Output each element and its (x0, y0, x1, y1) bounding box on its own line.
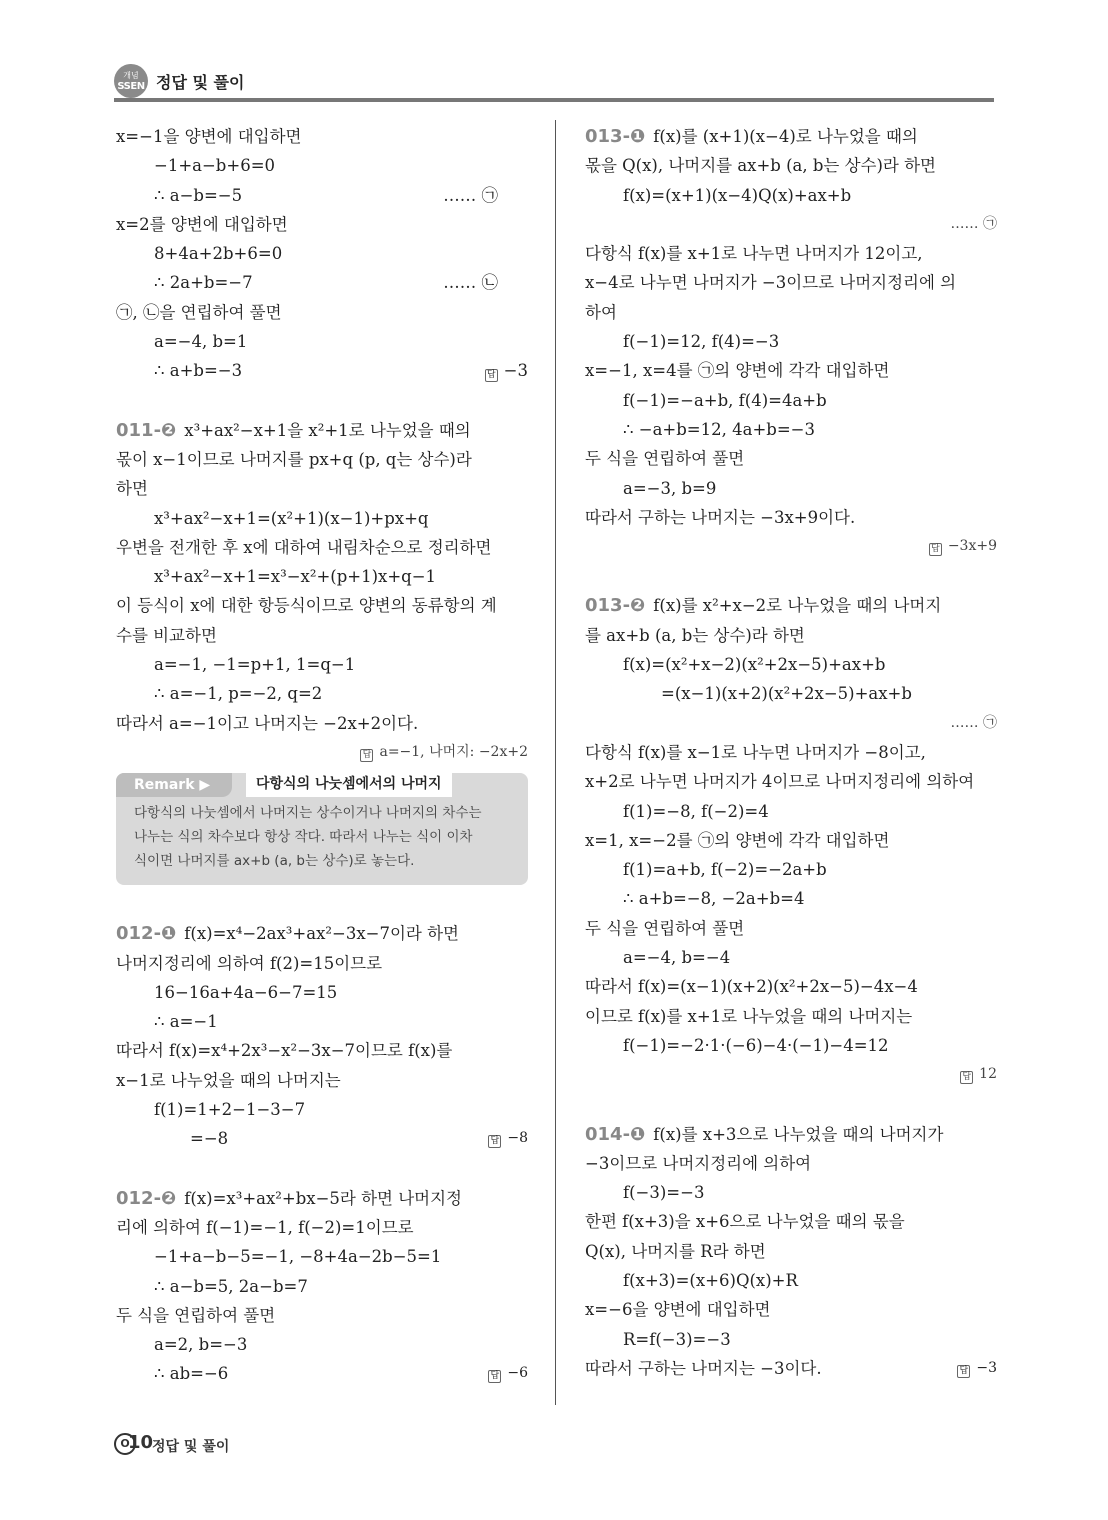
solution-line: 따라서 a=−1이고 나머지는 −2x+2이다. (116, 713, 419, 733)
solution-line: 다항식 f(x)를 x−1로 나누면 나머지가 −8이고, (585, 742, 926, 762)
solution-line: ∴ 2a+b=−7 …… ㉡ (116, 268, 528, 297)
problem-number: 011-❷ (116, 419, 177, 441)
problem-number: 012-❷ (116, 1187, 177, 1209)
solution-line: a=−4, b=−4 (623, 948, 731, 968)
solution-line: x+2로 나누면 나머지가 4이므로 나머지정리에 의하여 (585, 772, 975, 792)
problem-number: 013-❶ (585, 126, 646, 147)
problem-013-1: 013-❶ f(x)를 (x+1)(x−4)로 나누었을 때의 (585, 126, 918, 147)
solution-line: f(1)=a+b, f(−2)=−2a+b (623, 860, 827, 880)
solution-line: f(x+3)=(x+6)Q(x)+R (623, 1270, 798, 1290)
footer-title: 정답 및 풀이 (152, 1439, 230, 1455)
solution-line: 나머지정리에 의하여 f(2)=15이므로 (116, 953, 383, 973)
solution-line: a=−1, −1=p+1, 1=q−1 (154, 655, 356, 675)
answer-label: 답 12 (585, 1060, 997, 1089)
solution-line: 우변을 전개한 후 x에 대하여 내림차순으로 정리하면 (116, 537, 492, 557)
solution-line: 몫이 x−1이므로 나머지를 px+q (p, q는 상수)라 (116, 449, 472, 469)
solution-line: 따라서 구하는 나머지는 −3이다. 답 −3 (585, 1354, 997, 1383)
answer-icon: 답 (957, 1365, 970, 1378)
solution-line: Q(x), 나머지를 R라 하면 (585, 1241, 766, 1261)
right-column (585, 122, 997, 1383)
answer-icon: 답 (960, 1071, 973, 1084)
solution-line: R=f(−3)=−3 (623, 1329, 731, 1349)
equation-marker: …… ㉠ (443, 185, 498, 205)
solution-line: f(−1)=12, f(4)=−3 (623, 332, 780, 352)
solution-line: ∴ a=−1, p=−2, q=2 (154, 684, 323, 704)
answer-icon: 답 (485, 369, 498, 382)
remark-title: 다항식의 나눗셈에서의 나머지 (246, 771, 452, 797)
solution-line: x=1, x=−2를 ㉠의 양변에 각각 대입하면 (585, 830, 890, 850)
solution-line: 하여 (585, 302, 617, 322)
solution-line: 두 식을 연립하여 풀면 (585, 918, 745, 938)
solution-line: x³+ax²−x+1=x³−x²+(p+1)x+q−1 (154, 567, 437, 587)
remark-line: 식이면 나머지를 ax+b (a, b는 상수)로 놓는다. (134, 853, 415, 870)
problem-number: 013-❷ (585, 595, 646, 617)
solution-line: 다항식 f(x)를 x+1로 나누면 나머지가 12이고, (585, 244, 923, 264)
solution-line: f(1)=−8, f(−2)=4 (623, 801, 769, 821)
answer-icon: 답 (488, 1370, 501, 1383)
answer-icon: 답 (929, 543, 942, 556)
problem-012-2: 012-❷ f(x)=x³+ax²+bx−5라 하면 나머지정 (116, 1187, 462, 1209)
answer-label: 답 −8 (488, 1124, 528, 1153)
solution-line: 하면 (116, 479, 148, 499)
solution-line: ∴ a=−1 (154, 1012, 218, 1032)
solution-line: 두 식을 연립하여 풀면 (116, 1305, 276, 1325)
solution-line: 이 등식이 x에 대한 항등식이므로 양변의 동류항의 계 (116, 596, 497, 616)
solution-line: ∴ a+b=−8, −2a+b=4 (623, 889, 805, 909)
brand-logo: 개념 SSEN (114, 64, 148, 98)
solution-line: 따라서 f(x)=(x−1)(x+2)(x²+2x−5)−4x−4 (585, 977, 918, 997)
answer-label: 답 −6 (488, 1359, 528, 1388)
solution-line: ∴ −a+b=12, 4a+b=−3 (623, 419, 815, 439)
problem-number: 014-❶ (585, 1123, 646, 1145)
solution-line: 몫을 Q(x), 나머지를 ax+b (a, b는 상수)라 하면 (585, 156, 936, 176)
left-column (116, 122, 528, 1389)
page-number: 10 (128, 1432, 154, 1453)
solution-line: x=−1을 양변에 대입하면 (116, 127, 302, 146)
solution-line: 한편 f(x+3)을 x+6으로 나누었을 때의 몫을 (585, 1212, 905, 1232)
answer-icon: 답 (488, 1135, 501, 1148)
solution-line: −1+a−b+6=0 (154, 156, 276, 176)
header-rule (114, 98, 994, 102)
page-header-title: 정답 및 풀이 (156, 73, 245, 92)
solution-line: 16−16a+4a−6−7=15 (154, 982, 338, 1002)
solution-line: x=−6을 양변에 대입하면 (585, 1300, 771, 1320)
solution-line: f(−3)=−3 (623, 1183, 705, 1203)
solution-line: −3이므로 나머지정리에 의하여 (585, 1153, 812, 1173)
remark-label: Remark ▶ (116, 773, 232, 797)
solution-line: ∴ a−b=5, 2a−b=7 (154, 1276, 308, 1296)
solution-line: x−1로 나누었을 때의 나머지는 (116, 1070, 341, 1090)
solution-line: =(x−1)(x+2)(x²+2x−5)+ax+b (661, 684, 912, 704)
solution-line: 따라서 구하는 나머지는 −3x+9이다. (585, 507, 856, 527)
solution-line: x³+ax²−x+1=(x²+1)(x−1)+px+q (154, 508, 429, 528)
solution-line: a=2, b=−3 (154, 1335, 248, 1355)
solution-line: x=−1, x=4를 ㉠의 양변에 각각 대입하면 (585, 361, 890, 381)
remark-line: 다항식의 나눗셈에서 나머지는 상수이거나 나머지의 차수는 (134, 805, 482, 822)
solution-line: 따라서 f(x)=x⁴+2x³−x²−3x−7이므로 f(x)를 (116, 1041, 453, 1061)
equation-marker: …… ㉡ (443, 273, 498, 293)
solution-line: a=−4, b=1 (154, 332, 248, 352)
solution-line: ∴ ab=−6 답 −6 (116, 1359, 528, 1388)
equation-marker: …… ㉠ (950, 714, 997, 731)
solution-line: 수를 비교하면 (116, 625, 217, 645)
equation-marker: …… ㉠ (950, 215, 997, 232)
solution-line: x=2를 양변에 대입하면 (116, 214, 288, 234)
solution-line: ㉠, ㉡을 연립하여 풀면 (116, 302, 282, 322)
solution-line: 이므로 f(x)를 x+1로 나누었을 때의 나머지는 (585, 1006, 913, 1026)
answer-label: 답 a=−1, 나머지: −2x+2 (116, 738, 528, 767)
remark-box (116, 773, 528, 885)
footer-badge: O (114, 1433, 136, 1455)
answer-label: 답 −3x+9 (585, 532, 997, 561)
solution-line: x−4로 나누면 나머지가 −3이므로 나머지정리에 의 (585, 273, 957, 293)
problem-011-2: 011-❷ x³+ax²−x+1을 x²+1로 나누었을 때의 (116, 419, 471, 441)
problem-013-2: 013-❷ f(x)를 x²+x−2로 나누었을 때의 나머지 (585, 595, 942, 617)
problem-number: 012-❶ (116, 923, 177, 945)
solution-line: −1+a−b−5=−1, −8+4a−2b−5=1 (154, 1247, 442, 1267)
problem-012-1: 012-❶ f(x)=x⁴−2ax³+ax²−3x−7이라 하면 (116, 923, 459, 945)
solution-line: ∴ a+b=−3 답 −3 (116, 356, 528, 385)
solution-line: f(x)=(x+1)(x−4)Q(x)+ax+b (623, 185, 852, 205)
solution-line: f(x)=(x²+x−2)(x²+2x−5)+ax+b (623, 655, 886, 675)
solution-line: 8+4a+2b+6=0 (154, 244, 283, 264)
problem-014-1: 014-❶ f(x)를 x+3으로 나누었을 때의 나머지가 (585, 1123, 944, 1145)
solution-line: f(−1)=−a+b, f(4)=4a+b (623, 390, 827, 410)
remark-line: 나누는 식의 차수보다 항상 작다. 따라서 나누는 식이 이차 (134, 829, 473, 846)
solution-line: 를 ax+b (a, b는 상수)라 하면 (585, 625, 805, 645)
solution-line: ∴ a−b=−5 …… ㉠ (116, 181, 528, 210)
solution-line: f(−1)=−2·1·(−6)−4·(−1)−4=12 (623, 1035, 889, 1055)
answer-icon: 답 (360, 749, 373, 762)
answer-label: 답 −3 (485, 356, 528, 385)
solution-line: 두 식을 연립하여 풀면 (585, 449, 745, 469)
solution-line: a=−3, b=9 (623, 478, 717, 498)
solution-line: 리에 의하여 f(−1)=−1, f(−2)=1이므로 (116, 1217, 414, 1237)
answer-label: 답 −3 (957, 1354, 997, 1383)
solution-line: f(1)=1+2−1−3−7 (154, 1100, 306, 1120)
solution-line: =−8 답 −8 (116, 1124, 528, 1153)
column-divider (555, 120, 556, 1405)
